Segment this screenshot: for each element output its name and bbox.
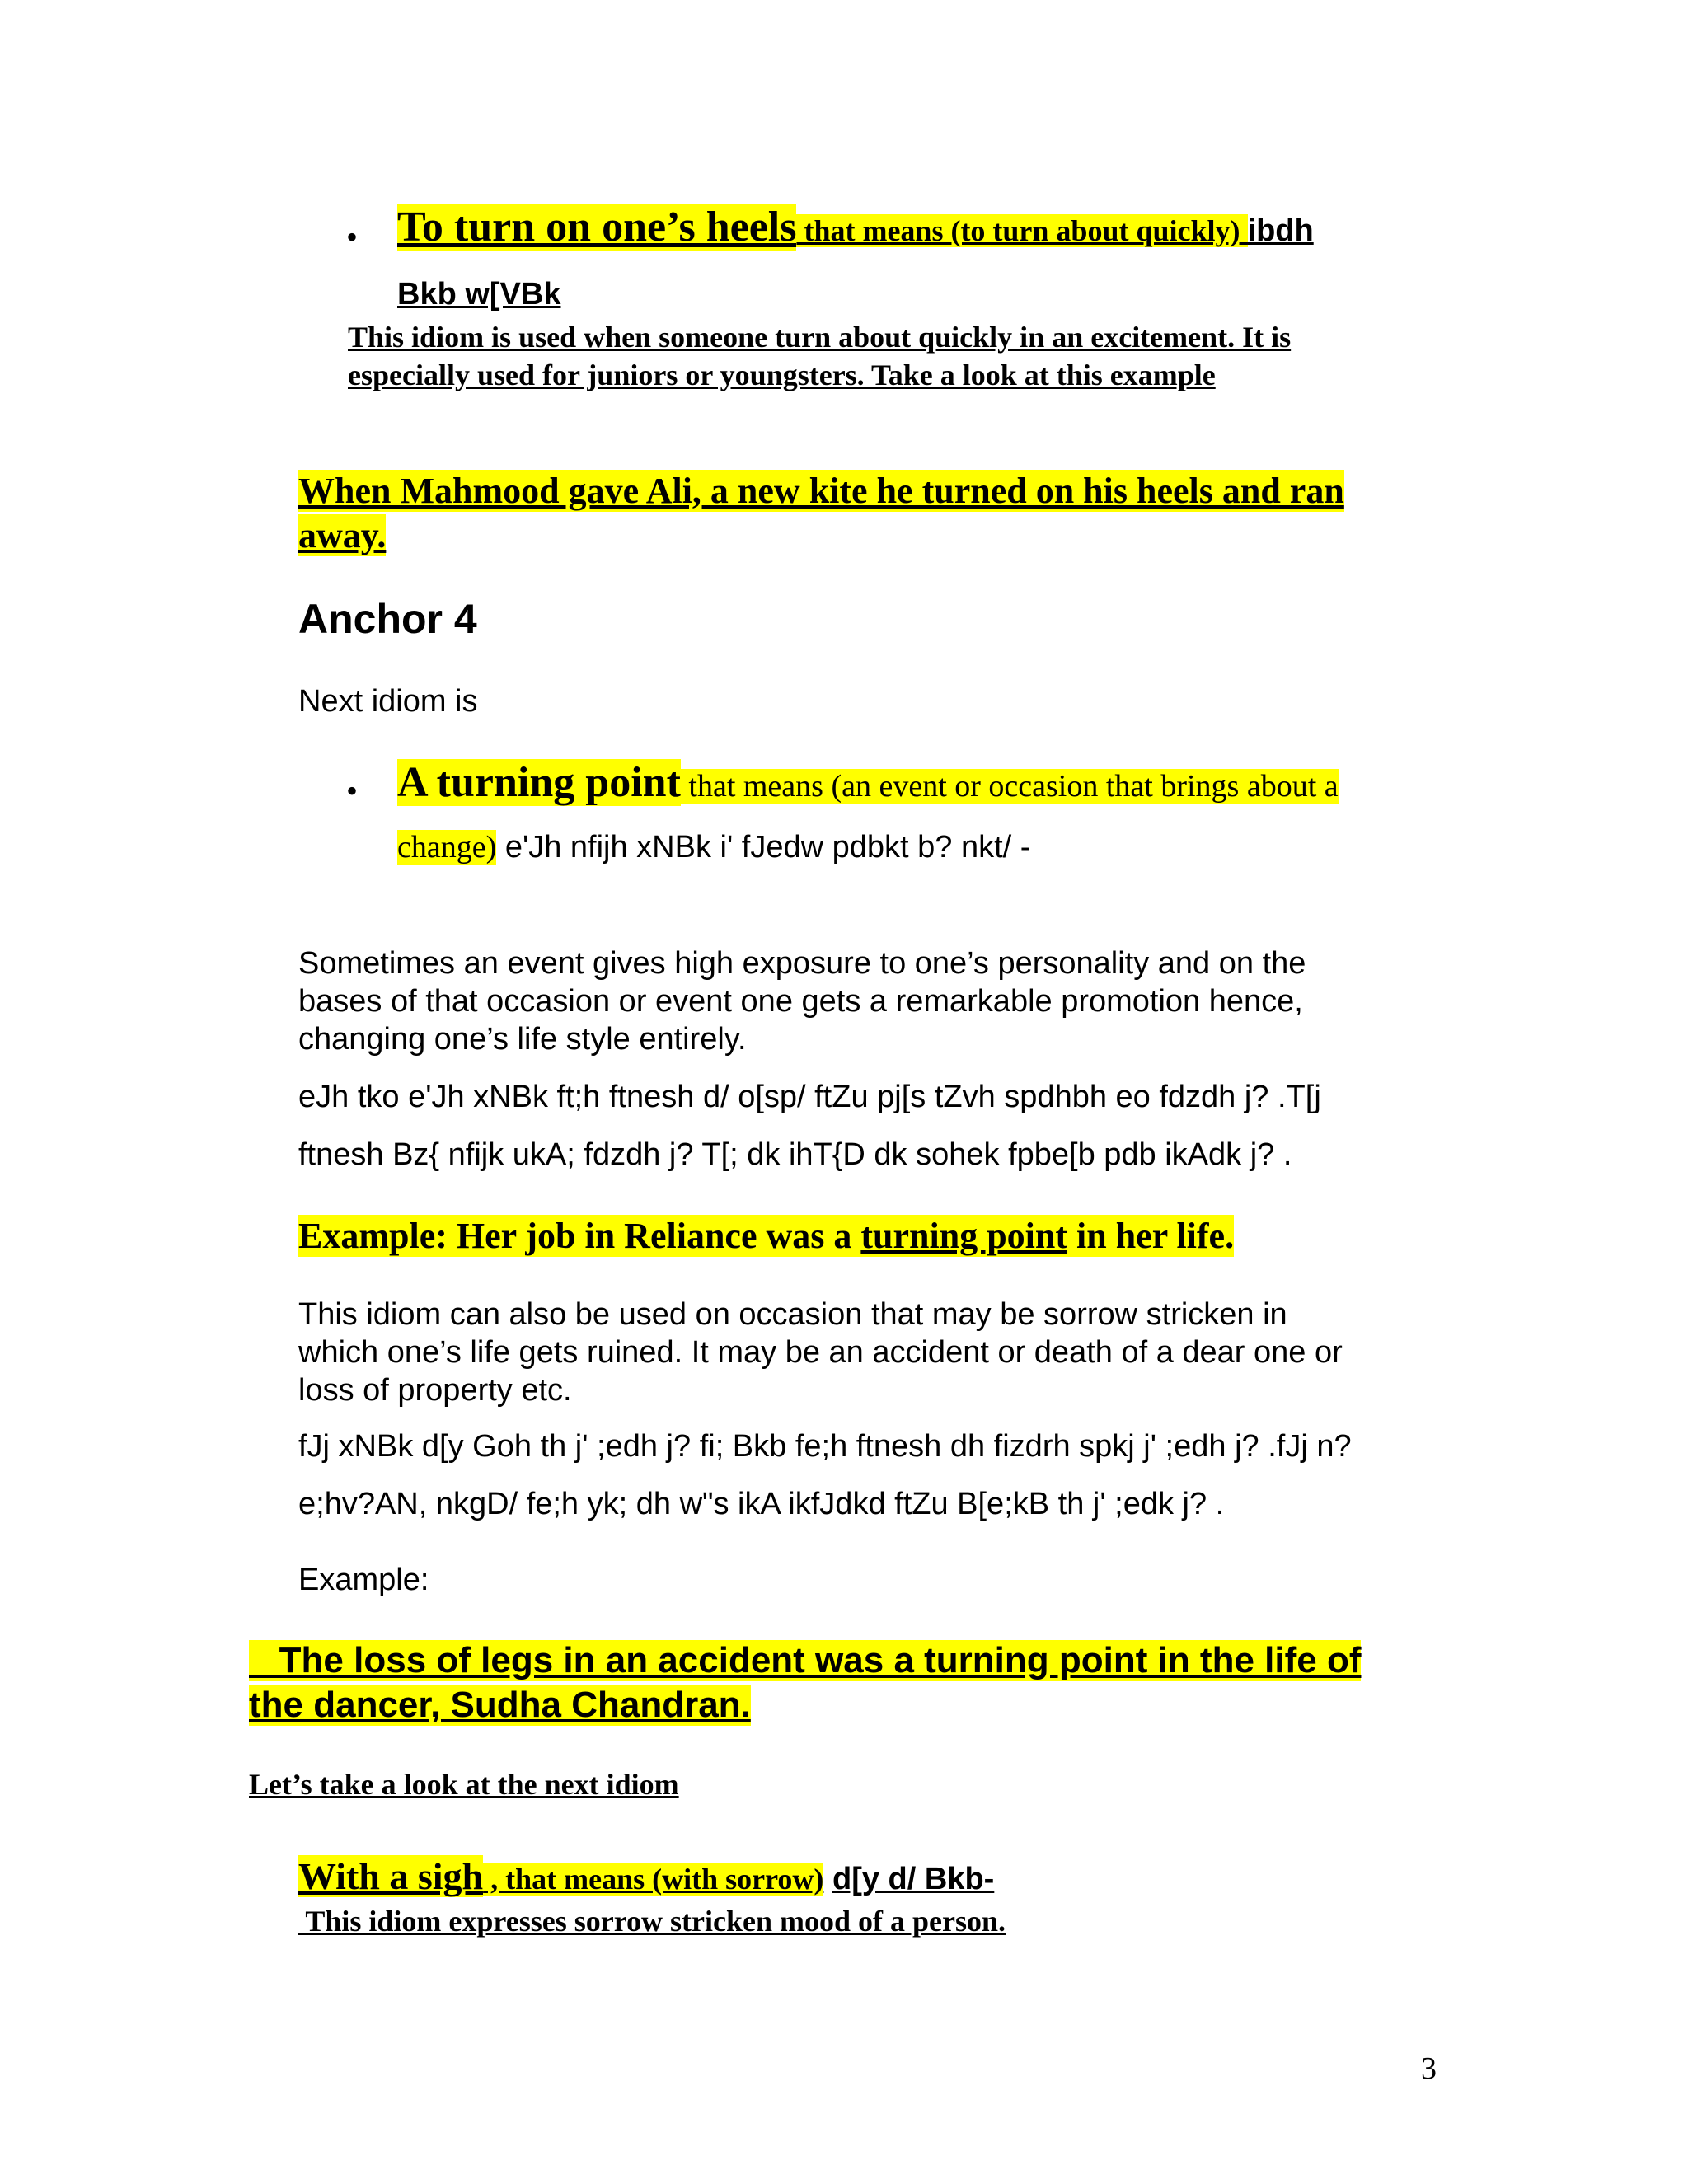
- para1-line-1: Sometimes an event gives high exposure to one’s personality and on the: [298, 946, 1306, 981]
- idiom3-line: [298, 1854, 994, 1898]
- idiom1-hindi-b: Bkb w[VBk: [397, 277, 561, 312]
- idiom2-meaning-1: that means (an event or occasion that brings about a: [680, 769, 1339, 804]
- para1-line-2: bases of that occasion or event one gets a remarkable promotion hence,: [298, 984, 1303, 1019]
- idiom1-line: [397, 203, 1314, 251]
- hindi-para2-line-1: fJj xNBk d[y Goh th j' ;edh j? fi; Bkb fe;h ftnesh dh fizdrh spkj j' ;edh j? .fJj n?: [298, 1429, 1352, 1464]
- hindi-para2-line-2: e;hv?AN, nkgD/ fe;h yk; dh w"s ikA ikfJdkd ftZu B[e;kB th j' ;edk j? .: [298, 1487, 1225, 1521]
- idiom1-phrase: To turn on one’s heels: [397, 204, 797, 251]
- example-suffix: in her life.: [1067, 1216, 1235, 1256]
- anchor-heading: Anchor 4: [298, 596, 477, 642]
- example-label: Example:: [298, 1563, 429, 1597]
- para2-line-1: This idiom can also be used on occasion that may be sorrow stricken in: [298, 1297, 1287, 1332]
- bullet-icon: •: [346, 218, 359, 255]
- idiom1-example-2: away.: [298, 515, 387, 555]
- page-number: 3: [1421, 2051, 1437, 2086]
- idiom1-explanation-2: especially used for juniors or youngsters. Take a look at this example: [348, 359, 1216, 391]
- idiom1-explanation-1: This idiom is used when someone turn about quickly in an excitement. It is: [348, 321, 1292, 354]
- idiom3-explanation: This idiom expresses sorrow stricken mood of a person.: [298, 1905, 1006, 1938]
- next-idiom-text: Next idiom is: [298, 684, 478, 719]
- hindi-para1-line-1: eJh tko e'Jh xNBk ft;h ftnesh d/ o[sp/ ftZu pj[s tZvh spdhbh eo fdzdh j? .T[j: [298, 1080, 1321, 1114]
- next-idiom-heading: Let’s take a look at the next idiom: [249, 1768, 679, 1801]
- idiom2-line: [397, 758, 1339, 807]
- idiom2-phrase: A turning point: [397, 759, 681, 806]
- idiom2-example: [298, 1215, 1234, 1257]
- example-term: turning point: [860, 1216, 1068, 1256]
- para1-line-3: changing one’s life style entirely.: [298, 1022, 747, 1057]
- idiom2-line-2: [397, 829, 1030, 865]
- idiom2-meaning-2: change): [397, 830, 497, 865]
- idiom2-example2-line-2: the dancer, Sudha Chandran.: [249, 1685, 751, 1725]
- hindi-para1-line-2: ftnesh Bz{ nfijk ukA; fdzdh j? T[; dk ihT{D dk sohek fpbe[b pdb ikAdk j? .: [298, 1137, 1292, 1172]
- idiom1-example-1: When Mahmood gave Ali, a new kite he turned on his heels and ran: [298, 471, 1344, 511]
- idiom3-hindi: d[y d/ Bkb-: [832, 1862, 995, 1896]
- idiom1-hindi-a: ibdh: [1247, 213, 1314, 248]
- para2-line-2: which one’s life gets ruined. It may be an accident or death of a dear one or: [298, 1335, 1343, 1370]
- idiom1-meaning: that means (to turn about quickly): [796, 214, 1248, 247]
- example-prefix: Example: Her job in Reliance was a: [298, 1216, 861, 1256]
- idiom2-hindi: e'Jh nfijh xNBk i' fJedw pdbkt b? nkt/ -: [504, 830, 1031, 865]
- para2-line-3: loss of property etc.: [298, 1373, 572, 1408]
- idiom3-meaning: , that means (with sorrow): [483, 1863, 824, 1896]
- idiom2-example2-line-1: The loss of legs in an accident was a turning point in the life of: [249, 1640, 1362, 1680]
- idiom3-phrase: With a sigh: [298, 1855, 484, 1897]
- bullet-icon: •: [346, 772, 359, 809]
